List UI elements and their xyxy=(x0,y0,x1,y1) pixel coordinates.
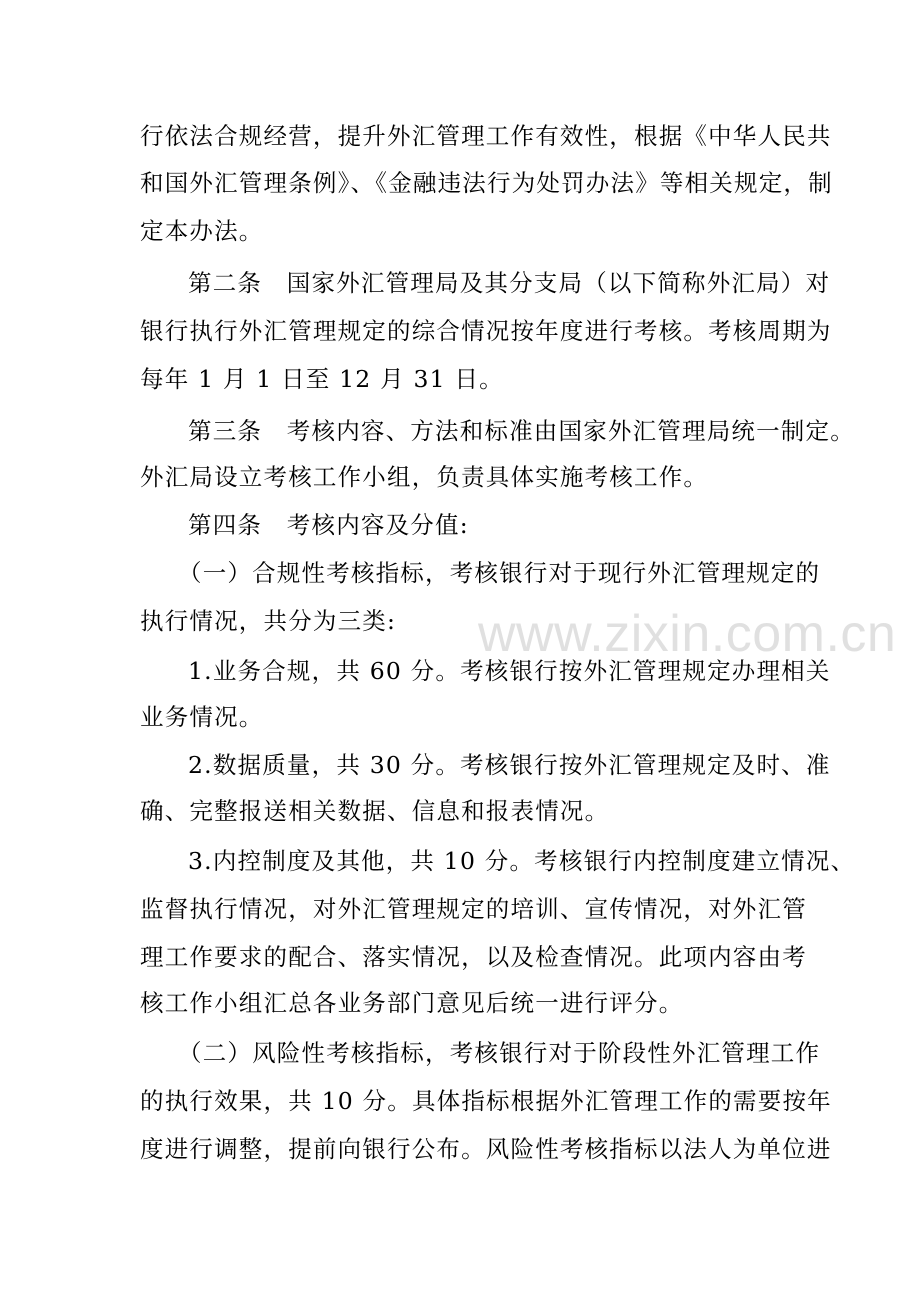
article-3-heading-line: 第三条 考核内容、方法和标准由国家外汇管理局统一制定。 xyxy=(188,417,855,445)
item-2-line: 2.数据质量，共 30 分。考核银行按外汇管理规定及时、准 xyxy=(188,751,831,779)
body-text-line: 执行情况，共分为三类: xyxy=(140,607,397,635)
article-4-heading-line: 第四条 考核内容及分值: xyxy=(188,511,469,539)
body-text-line: 核工作小组汇总各业务部门意见后统一进行评分。 xyxy=(140,989,684,1017)
body-text-line: 的执行效果，共 10 分。具体指标根据外汇管理工作的需要按年 xyxy=(140,1087,832,1115)
item-3-line: 3.内控制度及其他，共 10 分。考核银行内控制度建立情况、 xyxy=(188,847,856,875)
body-text-line: 业务情况。 xyxy=(140,703,264,731)
body-text-line: 理工作要求的配合、落实情况，以及检查情况。此项内容由考 xyxy=(140,943,807,971)
body-text-line: 外汇局设立考核工作小组，负责具体实施考核工作。 xyxy=(140,463,709,491)
body-text-line: 银行执行外汇管理规定的综合情况按年度进行考核。考核周期为 xyxy=(140,317,832,345)
watermark: www.zixin.com.cn xyxy=(478,605,897,663)
item-1-line: 1.业务合规，共 60 分。考核银行按外汇管理规定办理相关 xyxy=(188,657,831,685)
body-text-line: 确、完整报送相关数据、信息和报表情况。 xyxy=(140,797,610,825)
body-text-line: 度进行调整，提前向银行公布。风险性考核指标以法人为单位进 xyxy=(140,1135,832,1163)
section-2-heading-line: （二）风险性考核指标，考核银行对于阶段性外汇管理工作 xyxy=(178,1039,821,1067)
body-text-line: 定本办法。 xyxy=(140,217,264,245)
article-2-heading-line: 第二条 国家外汇管理局及其分支局（以下简称外汇局）对 xyxy=(188,269,831,297)
body-text-line: 每年 1 月 1 日至 12 月 31 日。 xyxy=(140,365,504,393)
body-text-line: 和国外汇管理条例》、《金融违法行为处罚办法》等相关规定，制 xyxy=(140,169,833,197)
body-text-line: 行依法合规经营，提升外汇管理工作有效性，根据《中华人民共 xyxy=(140,122,832,150)
section-1-heading-line: （一）合规性考核指标，考核银行对于现行外汇管理规定的 xyxy=(178,559,821,587)
body-text-line: 监督执行情况，对外汇管理规定的培训、宣传情况，对外汇管 xyxy=(140,895,807,923)
